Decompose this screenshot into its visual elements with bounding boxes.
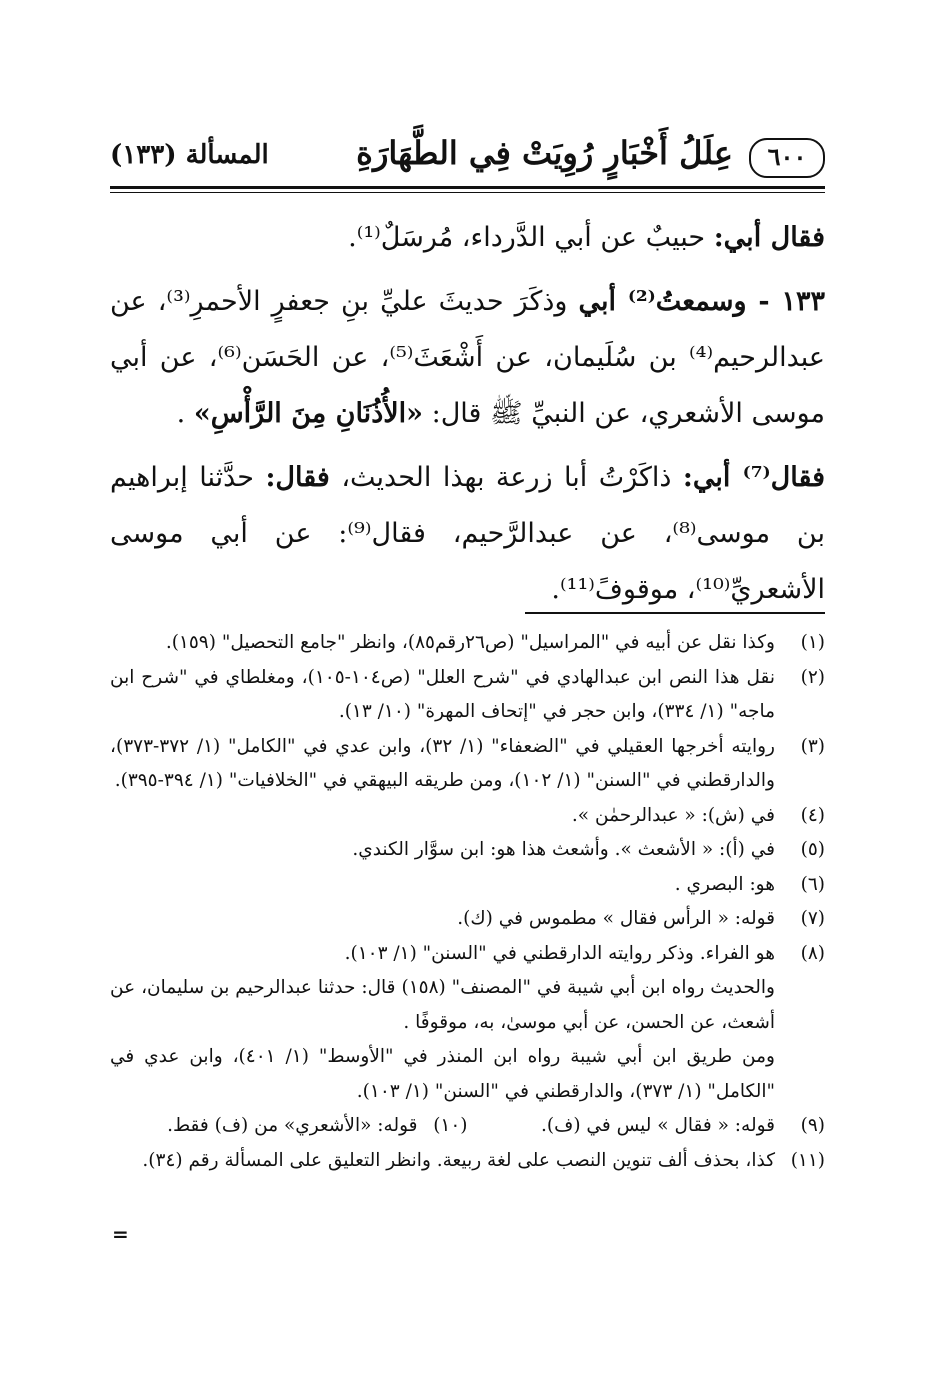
footnote-text: قوله: « فقال » ليس في (ف). (541, 1115, 775, 1136)
footnote-number: (٩) (800, 1115, 825, 1136)
footnotes (110, 626, 825, 1178)
book-title: عِلَلُ أَخْبَارٍ رُوِيَتْ فِي الطَّهَارَةِ (356, 134, 733, 172)
footnote-text: وكذا نقل عن أبيه في "المراسيل" (ص٢٦رقم٨٥)، وانظر "جامع التحصيل" (١٥٩). (165, 632, 775, 653)
issue-heading: ١٣٣ - وسمعتُ⁽²⁾ أبي (578, 286, 826, 317)
footnote (468, 1109, 826, 1144)
footnote (110, 937, 825, 972)
footnote-number: (٢) (800, 666, 825, 688)
footnote (110, 902, 825, 937)
header-rule (110, 186, 825, 189)
paragraph-2 (110, 274, 825, 442)
footnote (110, 626, 825, 661)
footnote-number: (٨) (800, 942, 825, 964)
speaker-label: فقال: (265, 462, 330, 493)
paragraph-text: ذاكَرْتُ أبا زرعة بهذا الحديث، (341, 462, 672, 493)
paragraph-text: وذكَرَ حديثَ عليِّ بنِ جعفرٍ الأحمرِ⁽³⁾، عن عبدالرحيم⁽⁴⁾ بن سُلَيمان، عن أَشْعَثَ⁽⁵⁾، عن الحَسَن⁽⁶⁾، عن أبي موسى الأشعري، عن النبيِّ ﷺ قال: (110, 286, 825, 429)
continuation-mark: = (112, 1222, 129, 1246)
footnote (110, 1144, 825, 1179)
page-number: ٦٠٠ (749, 138, 825, 178)
footnote (110, 730, 825, 799)
footnote-number: (٤) (800, 804, 825, 826)
paragraph-text: حدَّثنا إبراهيم بن موسى⁽⁸⁾، عن عبدالرَّحيم، فقال⁽⁹⁾: عن أبي موسى الأشعريِّ⁽¹⁰⁾، موقوفً⁽¹¹⁾. (110, 462, 826, 605)
footnote-number: (٧) (800, 908, 825, 929)
footnote-text: قوله: « الرأس فقال » مطموس في (ك). (457, 908, 775, 929)
paragraph-end: . (176, 398, 186, 429)
hadith-quote: «الأُذُنَانِ مِنَ الرَّأْسِ» (193, 398, 423, 429)
footnote-text: هو: البصري . (674, 873, 775, 895)
footnote-number: (٦) (800, 873, 825, 895)
footnote (110, 868, 825, 903)
footnote-number: (١١) (790, 1149, 825, 1171)
footnote (110, 799, 825, 834)
footnote-text: نقل هذا النص ابن عبدالهادي في "شرح العلل" (ص١٠٤-١٠٥)، ومغلطاي في "شرح ابن ماجه" (١/ ٣٣٤)، وابن حجر في "إتحاف المهرة" (١٠/ ١٣). (110, 666, 775, 722)
header-rule-thin (110, 192, 825, 193)
footnote (110, 1109, 468, 1144)
speaker-label: فقال⁽⁷⁾ أبي: (682, 462, 826, 493)
footnote-separator (525, 612, 825, 614)
paragraph-text: حبيبٌ عن أبي الدَّرداء، مُرسَلٌ⁽¹⁾. (348, 222, 706, 253)
footnote-text: في (ش): « عبدالرحمٰن ». (571, 804, 775, 826)
footnote-text: كذا، بحذف ألف تنوين النصب على لغة ربيعة. وانظر التعليق على المسألة رقم (٣٤). (142, 1149, 775, 1171)
footnote-pair (110, 1109, 825, 1144)
footnote-number: (١٠) (433, 1115, 468, 1136)
footnote-text: في (أ): « الأشعث ». وأشعث هذا هو: ابن سوَّار الكندي. (352, 839, 775, 860)
footnote-number: (٣) (800, 735, 825, 757)
footnote (110, 661, 825, 730)
footnote-text: روايته أخرجها العقيلي في "الضعفاء" (١/ ٣٢)، وابن عدي في "الكامل" (١/ ٣٧٢-٣٧٣)، والدارقطني في "السنن" (١/ ١٠٢)، ومن طريقه البيهقي في "الخلافيات" (١/ ٣٩٤-٣٩٥). (110, 735, 775, 791)
paragraph-3 (110, 450, 825, 618)
footnote (110, 833, 825, 868)
footnote-text: هو الفراء. وذكر روايته الدارقطني في "السنن" (١/ ١٠٣). (344, 942, 775, 964)
page-header (110, 134, 825, 180)
footnote-continuation: والحديث رواه ابن أبي شيبة في "المصنف" (١٥٨) قال: حدثنا عبدالرحيم بن سليمان، عن أشعث، عن الحسن، عن أبي موسىٰ، به، موقوفًا . (110, 977, 775, 1033)
paragraph-1 (110, 210, 825, 266)
footnote-number: (٥) (800, 839, 825, 860)
footnote-number: (١) (800, 632, 825, 653)
footnote-text: قوله: «الأشعري» من (ف) فقط. (167, 1115, 418, 1136)
main-text (110, 210, 825, 626)
issue-number: المسألة (١٣٣) (110, 140, 269, 170)
footnote-continuation: ومن طريق ابن أبي شيبة رواه ابن المنذر في "الأوسط" (١/ ٤٠١)، وابن عدي في "الكامل" (١/ ٣٧٣)، والدارقطني في "السنن" (١/ ١٠٣). (110, 1046, 775, 1102)
speaker-label: فقال أبي: (713, 222, 825, 253)
